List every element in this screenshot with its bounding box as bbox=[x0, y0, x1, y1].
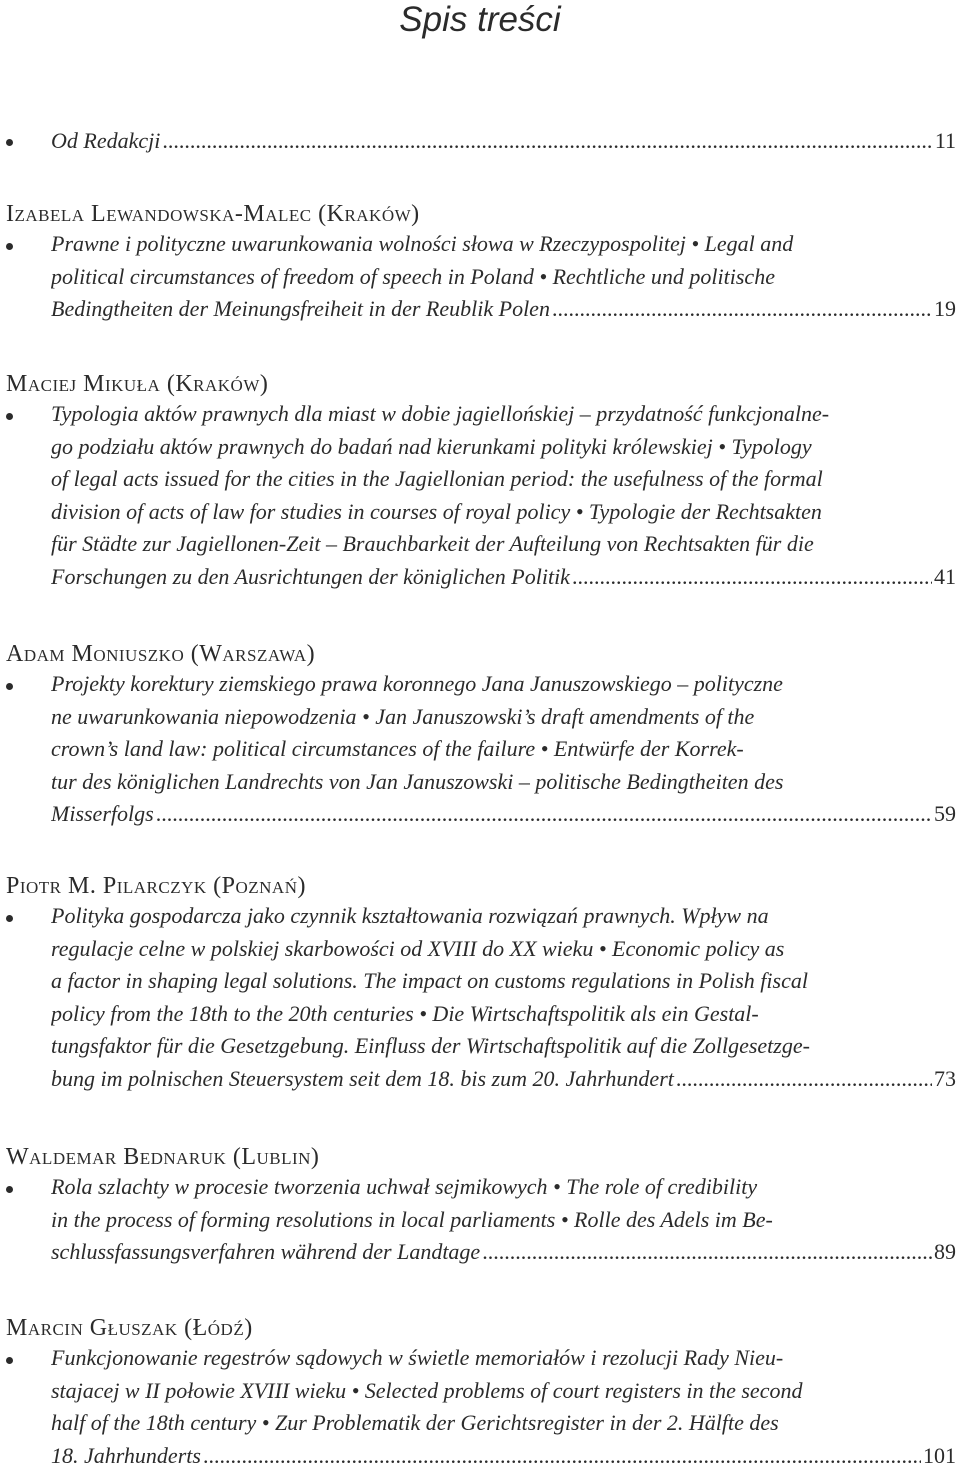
author-name: Izabela Lewandowska-Malec (Kraków) bbox=[6, 201, 420, 227]
entry-line: Prawne i polityczne uwarunkowania wolności słowa w Rzeczypospolitej • Legal and bbox=[51, 231, 794, 256]
dot-leader bbox=[552, 293, 932, 326]
entry-title-end[interactable]: Misserfolgs bbox=[51, 801, 154, 826]
leader-line bbox=[51, 561, 956, 594]
leader-line bbox=[51, 1236, 956, 1269]
page-number: 59 bbox=[934, 801, 956, 826]
dot-leader bbox=[203, 1440, 921, 1473]
entry-line: policy from the 18th to the 20th centuries • Die Wirtschaftspolitik als ein Gestal- bbox=[51, 1000, 759, 1026]
bullet-icon bbox=[6, 139, 13, 146]
author-name: Piotr M. Pilarczyk (Poznań) bbox=[6, 873, 306, 899]
entry-title-end[interactable]: schlussfassungsverfahren während der Landtage bbox=[51, 1239, 481, 1264]
entry-body bbox=[51, 1171, 956, 1269]
bullet-icon bbox=[6, 683, 13, 690]
entry-body bbox=[51, 228, 956, 326]
entry-body bbox=[51, 900, 956, 1095]
leader-line bbox=[51, 798, 956, 831]
author-name: Maciej Mikuła (Kraków) bbox=[6, 371, 269, 397]
dot-leader bbox=[676, 1063, 932, 1096]
entry-body bbox=[51, 1342, 956, 1472]
page-number: 73 bbox=[934, 1065, 956, 1091]
entry-line: a factor in shaping legal solutions. The impact on customs regulations in Polish fiscal bbox=[51, 968, 808, 993]
author-name: Adam Moniuszko (Warszawa) bbox=[6, 641, 316, 667]
bullet-icon bbox=[6, 413, 13, 420]
bullet-icon bbox=[6, 243, 13, 250]
author-name: Marcin Głuszak (Łódź) bbox=[6, 1315, 253, 1341]
entry-body bbox=[51, 398, 956, 593]
dot-leader bbox=[162, 125, 932, 158]
entry-title-end[interactable]: 18. Jahrhunderts bbox=[51, 1442, 201, 1468]
page-number: 41 bbox=[934, 563, 956, 589]
entry-body bbox=[51, 125, 956, 158]
dot-leader bbox=[156, 798, 932, 831]
entry-line: political circumstances of freedom of speech in Poland • Rechtliche und politische bbox=[51, 263, 775, 289]
page-number: 11 bbox=[934, 128, 956, 153]
entry-line: ne uwarunkowania niepowodzenia • Jan Januszowski’s draft amendments of the bbox=[51, 703, 755, 729]
entry-line: tungsfaktor für die Gesetzgebung. Einfluss der Wirtschaftspolitik auf die Zollgesetzge- bbox=[51, 1033, 810, 1058]
entry-line: go podziału aktów prawnych do badań nad kierunkami polityki królewskiej • Typology bbox=[51, 433, 812, 459]
leader-line bbox=[51, 293, 956, 326]
page-number: 89 bbox=[934, 1239, 956, 1264]
entry-line: Typologia aktów prawnych dla miast w dobie jagiellońskiej – przydatność funkcjonalne- bbox=[51, 401, 830, 426]
bullet-icon bbox=[6, 915, 13, 922]
entry-line: tur des königlichen Landrechts von Jan Januszowski – politische Bedingtheiten des bbox=[51, 768, 784, 794]
entry-line: of legal acts issued for the cities in the Jagiellonian period: the usefulness of the formal bbox=[51, 466, 823, 491]
entry-line: Polityka gospodarcza jako czynnik kształtowania rozwiązań prawnych. Wpływ na bbox=[51, 903, 769, 928]
page-title: Spis treści bbox=[399, 0, 561, 39]
leader-line bbox=[51, 1440, 956, 1473]
entry-line: für Städte zur Jagiellonen-Zeit – Brauchbarkeit der Aufteilung von Rechtsakten für die bbox=[51, 531, 814, 556]
bullet-icon bbox=[6, 1186, 13, 1193]
entry-line: Projekty korektury ziemskiego prawa koronnego Jana Januszowskiego – polityczne bbox=[51, 671, 783, 696]
author-name: Waldemar Bednaruk (Lublin) bbox=[6, 1144, 320, 1170]
entry-line: in the process of forming resolutions in local parliaments • Rolle des Adels im Be- bbox=[51, 1206, 773, 1232]
entry-line: stajacej w II połowie XVIII wieku • Selected problems of court registers in the second bbox=[51, 1377, 803, 1403]
entry-title-end[interactable]: Bedingtheiten der Meinungsfreiheit in der Reublik Polen bbox=[51, 296, 550, 321]
entry-line: division of acts of law for studies in courses of royal policy • Typologie der Rechtsakten bbox=[51, 498, 822, 524]
entry-line: crown’s land law: political circumstances of the failure • Entwürfe der Korrek- bbox=[51, 736, 744, 761]
entry-title-end[interactable]: Forschungen zu den Ausrichtungen der königlichen Politik bbox=[51, 563, 570, 589]
dot-leader bbox=[482, 1236, 932, 1269]
entry-line: Funkcjonowanie regestrów sądowych w świetle memoriałów i rezolucji Rady Nieu- bbox=[51, 1345, 784, 1370]
entry-line: half of the 18th century • Zur Problematik der Gerichtsregister in der 2. Hälfte des bbox=[51, 1410, 779, 1435]
leader-line bbox=[51, 125, 956, 158]
entry-body bbox=[51, 668, 956, 831]
bullet-icon bbox=[6, 1357, 13, 1364]
entry-title[interactable]: Od Redakcji bbox=[51, 128, 161, 153]
leader-line bbox=[51, 1063, 956, 1096]
dot-leader bbox=[572, 561, 932, 594]
entry-line: Rola szlachty w procesie tworzenia uchwał sejmikowych • The role of credibility bbox=[51, 1174, 758, 1199]
entry-title-end[interactable]: bung im polnischen Steuersystem seit dem 18. bis zum 20. Jahrhundert bbox=[51, 1065, 674, 1091]
entry-line: regulacje celne w polskiej skarbowości od XVIII do XX wieku • Economic policy as bbox=[51, 935, 785, 961]
page-number: 19 bbox=[934, 296, 956, 321]
page-number: 101 bbox=[923, 1442, 956, 1468]
